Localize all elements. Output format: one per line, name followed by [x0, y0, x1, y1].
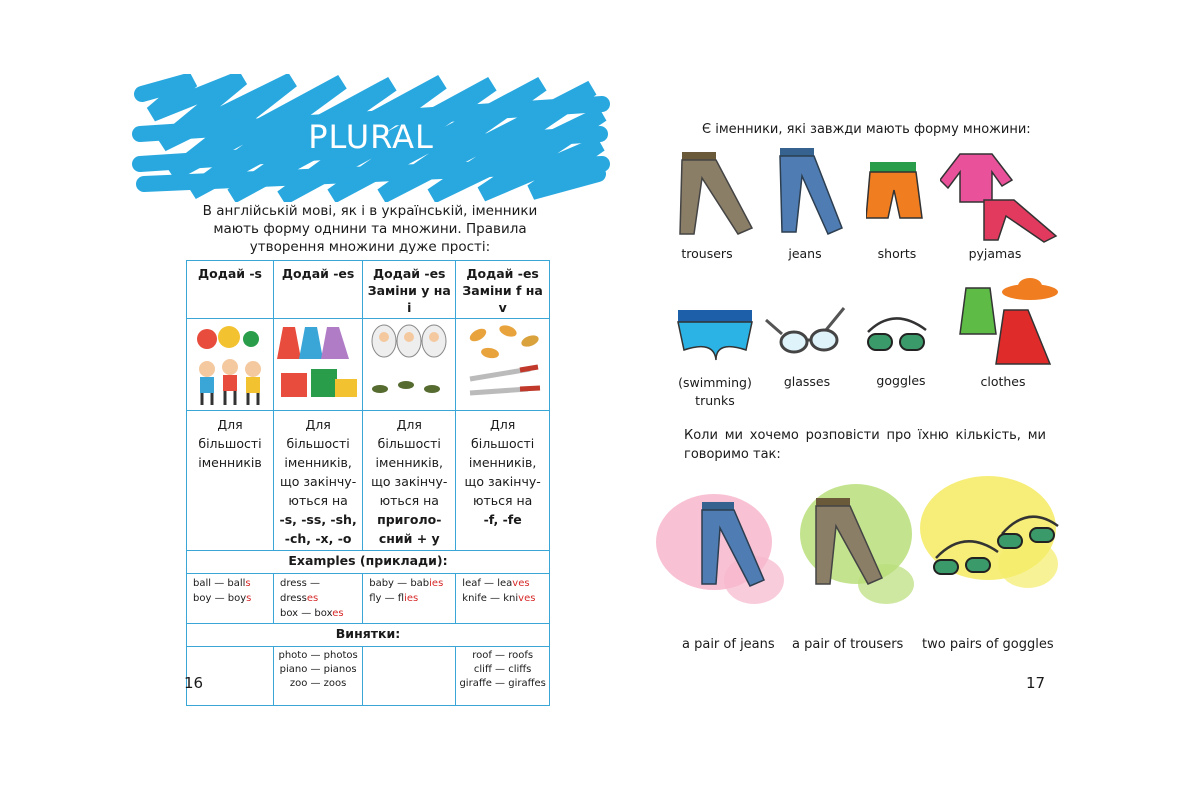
label-glasses: glasses	[783, 374, 831, 389]
babies-flies-illustration	[363, 319, 456, 411]
quantity-sentence: Коли ми хочемо розповісти про їхню кількість, ми говоримо так:	[684, 428, 1046, 462]
pair-of-jeans-illustration	[654, 480, 788, 610]
label-goggles: goggles	[876, 373, 926, 388]
balls-boys-illustration	[187, 319, 274, 411]
col-header-3: Додай -es Заміни y на i	[363, 261, 456, 319]
col-header-2: Додай -es	[274, 261, 363, 319]
examples-col-1: ball — balls boy — boys	[187, 574, 274, 624]
intro-text: В англійській мові, як і в українській, іменники мають форму однини та множини. Правила утворення множини дуже прості:	[202, 203, 538, 255]
examples-col-3: baby — babies fly — flies	[363, 574, 456, 624]
page-number-right: 17	[1026, 674, 1046, 692]
col-header-1: Додай -s	[187, 261, 274, 319]
label-pyjamas: pyjamas	[968, 246, 1022, 261]
rule-3: Для більшості іменників, що закінчу- ються на приголо- сний + y	[363, 411, 456, 551]
exceptions-col-3	[363, 647, 456, 706]
always-plural-heading: Є іменники, які завжди мають форму множини:	[702, 122, 1031, 137]
two-pairs-of-goggles-illustration	[918, 468, 1064, 596]
label-two-pairs-of-goggles: two pairs of goggles	[922, 637, 1054, 652]
examples-header: Examples (приклади):	[187, 551, 550, 574]
examples-col-4: leaf — leaves knife — knives	[456, 574, 550, 624]
leaves-knives-illustration	[456, 319, 550, 411]
rule-2: Для більшості іменників, що закінчу- ються на -s, -ss, -sh, -ch, -x, -o	[274, 411, 363, 551]
glasses-illustration	[764, 306, 846, 362]
examples-col-2: dress — dresses box — boxes	[274, 574, 363, 624]
rule-4: Для більшості іменників, що закінчу- ються на -f, -fe	[456, 411, 550, 551]
pyjamas-illustration	[940, 150, 1060, 244]
label-pair-of-jeans: a pair of jeans	[682, 637, 775, 652]
exceptions-col-4: roof — roofs cliff — cliffs giraffe — giraffes	[456, 647, 550, 706]
goggles-illustration	[864, 312, 930, 356]
page-title: PLURAL	[308, 118, 434, 156]
shorts-illustration	[866, 160, 926, 222]
label-clothes: clothes	[980, 374, 1026, 389]
label-jeans: jeans	[788, 246, 822, 261]
swimming-trunks-illustration	[676, 306, 756, 362]
plural-rules-table	[186, 260, 550, 706]
exceptions-header: Винятки:	[187, 624, 550, 647]
page-number-left: 16	[184, 674, 204, 692]
pair-of-trousers-illustration	[796, 474, 916, 608]
label-pair-of-trousers: a pair of trousers	[792, 637, 904, 652]
label-trousers: trousers	[681, 246, 733, 261]
exceptions-col-2: photo — photos piano — pianos zoo — zoos	[274, 647, 363, 706]
rule-1: Для більшості іменників	[187, 411, 274, 551]
jeans-illustration	[772, 146, 848, 236]
dresses-boxes-illustration	[274, 319, 363, 411]
trousers-illustration	[672, 150, 758, 236]
label-shorts: shorts	[877, 246, 917, 261]
label-swimming-trunks: (swimming) trunks	[678, 375, 752, 408]
clothes-illustration	[958, 276, 1060, 368]
col-header-4: Додай -es Заміни f на v	[456, 261, 550, 319]
